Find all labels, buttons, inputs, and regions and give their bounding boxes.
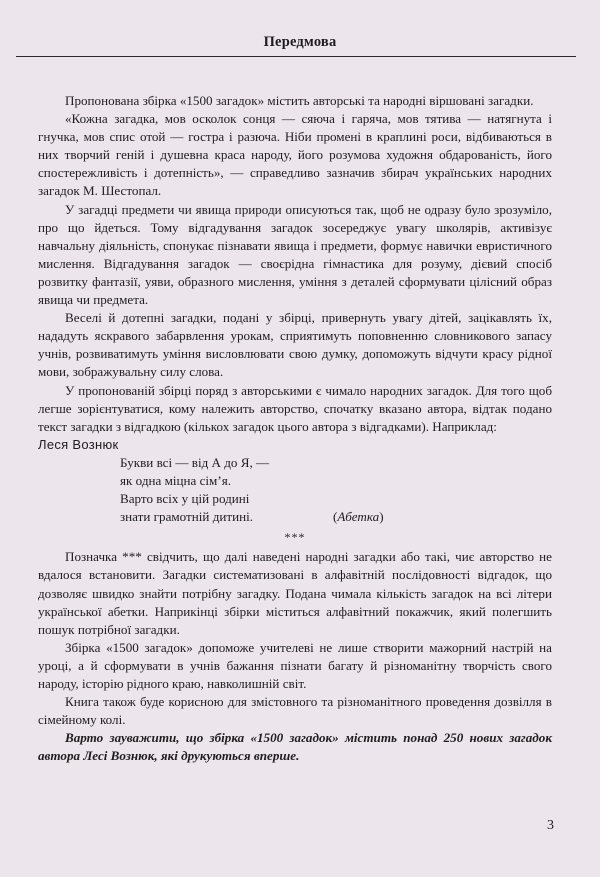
riddle-line: Букви всі — від А до Я, — xyxy=(120,454,270,470)
riddle-line: як одна міцна сім’я. xyxy=(120,472,231,488)
page-title: Передмова xyxy=(263,34,337,50)
example-author: Леся Вознюк xyxy=(38,436,119,452)
paragraph: Книга також буде корисною для змістовного та різноманітного проведення дозвілля в сімейному колі. xyxy=(38,694,552,728)
separator-stars: *** xyxy=(284,530,306,545)
riddle-last-line xyxy=(120,508,552,526)
closing-note: Варто зауважити, що збірка «1500 загадок» містить понад 250 нових загадок автора Лесі Вознюк, які друкуються вперше. xyxy=(38,730,552,764)
example-riddle xyxy=(120,454,552,526)
paragraph: Позначка *** свідчить, що далі наведені народні загадки або такі, чиє авторство не вдалося встановити. Загадки систематизовані в алфавітній послідовності відгадок, що дозволяє швидко знайти потрібну загадку. Подана чимала кількість загадок на всі літери української абетки. Наприкінці збірки міститься алфавітний покажчик, який полегшить пошук потрібної загадки. xyxy=(38,549,552,637)
paragraph: Збірка «1500 загадок» допоможе учителеві не лише створити мажорний настрій на уроці, а й сформувати в учнів бажання пізнати багату й різноманітну творчість свого народу, історію рідного краю, навколишній світ. xyxy=(38,639,552,691)
page-body xyxy=(38,92,552,765)
page-number: 3 xyxy=(547,818,554,833)
paragraph: «Кожна загадка, мов осколок сонця — сяюча і гаряча, мов тятива — натягнута і гнучка, мов спис отой — гостра і разюча. Ніби промені в краплині роси, відбиваються в них творчий геній і душевна краса народу, його розумова художня обдарованість, його спостережливість і дотепність», — справедливо зазначив збирач українських народних загадок М. Шестопал. xyxy=(38,111,552,199)
paragraph: Пропонована збірка «1500 загадок» містить авторські та народні віршовані загадки. xyxy=(65,93,534,108)
paragraph: Веселі й дотепні загадки, подані у збірці, привернуть увагу дітей, зацікавлять їх, нададуть яскравого забарвлення урокам, сприятимуть поповненню словникового запасу учнів, розвиватимуть уміння висловлювати свою думку, допоможуть відчути красу рідної мови, зображувальну силу слова. xyxy=(38,310,552,380)
header-rule xyxy=(16,56,576,57)
riddle-line: Варто всіх у цій родині xyxy=(120,491,250,507)
riddle-line: знати грамотній дитині. xyxy=(120,509,254,525)
riddle-answer: (Абетка) xyxy=(333,509,384,525)
paragraph: У пропонованій збірці поряд з авторськими є чимало народних загадок. Для того щоб легше зорієнтуватися, кому належить авторство, спочатку вказано автора, відтак подано текст загадки з відгадкою (кількох загадок цього автора з відгадками). Наприклад: xyxy=(38,382,552,434)
paragraph: У загадці предмети чи явища природи описуються так, щоб не одразу було зрозуміло, про що йдеться. Тому відгадування загадок зосереджує увагу школярів, активізує навчальну діяльність, спонукає пізнавати явища і предмети, формує навички евристичного мислення. Відгадування загадок — своєрідна гімнастика для розуму, дієвий спосіб розвитку фантазії, уяви, образного мислення, уміння з деталей сформувати цілісний образ явища чи предмета. xyxy=(38,201,552,308)
